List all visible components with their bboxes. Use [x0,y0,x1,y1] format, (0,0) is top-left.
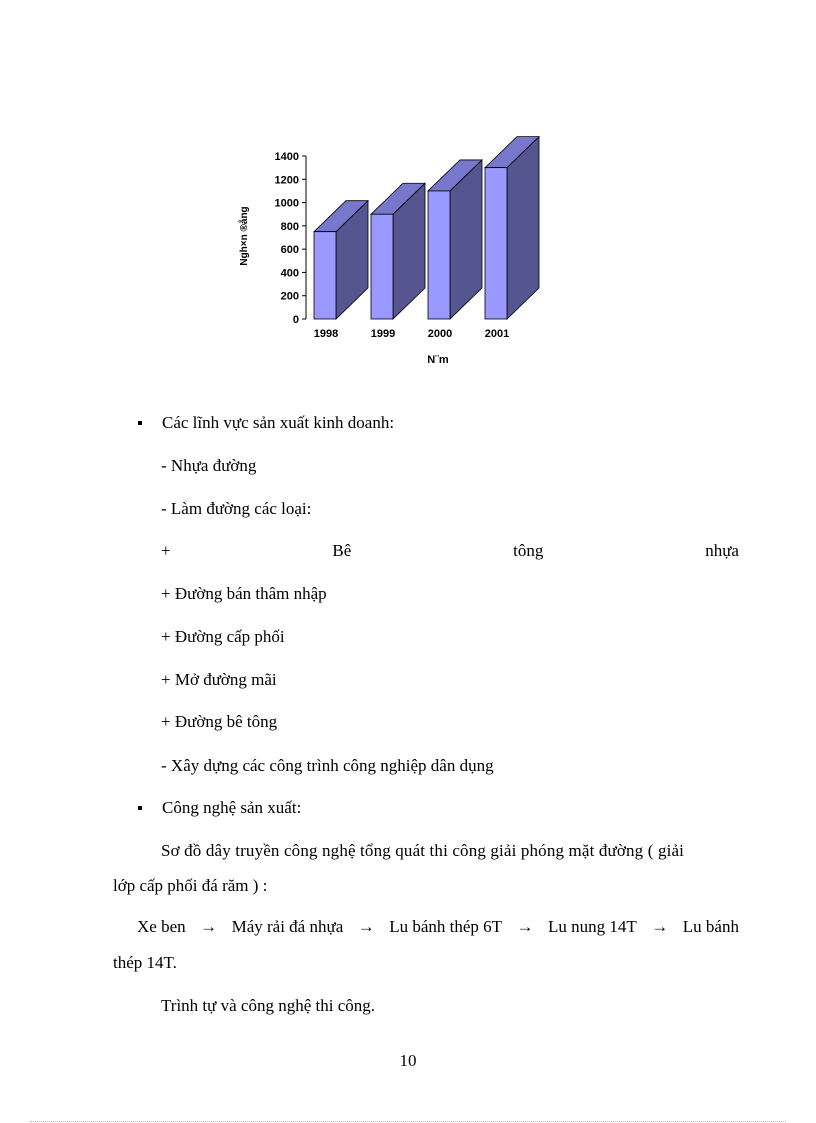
bar [314,232,336,319]
sub-item: + Đường bán thâm nhập [161,584,327,603]
word: Bê [332,541,352,560]
section-heading-technology: Công nghệ sản xuất: [162,798,302,817]
y-tick-label: 200 [280,290,299,303]
y-axis-label: Ngh×n ®ång [239,206,250,266]
chart-bars [314,137,539,319]
x-axis-label: N¨m [427,354,449,366]
page-number: 10 [399,1051,417,1070]
y-tick-label: 800 [280,220,299,233]
x-tick-label: 1998 [313,328,339,340]
flow-step: Lu nung 14T [548,917,637,936]
arrow-icon: → [516,917,534,936]
bullet-marker [138,421,142,425]
flow-step: Lu bánh [682,917,739,936]
bar [371,214,393,319]
arrow-icon: → [200,917,218,936]
y-tick-label: 400 [280,267,299,280]
paragraph-line [161,840,739,862]
chart-axes [302,156,306,319]
bar [428,191,450,319]
bullet-marker [138,806,142,810]
word: + [161,541,171,560]
list-item: - Nhựa đường [161,456,257,475]
process-flow [137,916,739,938]
sub-item: + Mở đường mãi [161,670,277,689]
list-item: - Xây dựng các công trình công nghiệp dân dụng [161,756,494,775]
paragraph-text: Sơ đồ dây truyền công nghệ tổng quát thi công giải phóng mặt đường ( giải [161,841,685,860]
bar [485,168,507,319]
y-tick-label: 1400 [274,151,299,163]
word: tông [513,541,544,560]
paragraph-line: lớp cấp phối đá răm ) : [113,876,268,895]
bar-chart [220,128,580,378]
x-tick-label: 2000 [427,328,453,340]
flow-step: Máy rải đá nhựa [231,917,344,936]
section-text: Trình tự và công nghệ thi công. [161,996,375,1015]
arrow-icon: → [651,917,669,936]
word: nhựa [705,541,739,560]
section-heading-business: Các lĩnh vực sản xuất kinh doanh: [162,413,395,432]
footer-divider [30,1121,786,1122]
y-tick-label: 1000 [274,197,299,210]
arrow-icon: → [357,917,375,936]
y-tick-label: 600 [280,244,299,257]
x-tick-label: 1999 [370,328,396,340]
sub-item: + Đường bê tông [161,712,278,731]
flow-step: Lu bánh thép 6T [389,917,503,936]
sub-item: + Đường cấp phối [161,627,285,646]
y-tick-label: 0 [292,314,299,326]
bar-side [507,137,539,319]
flow-step: Xe ben [137,917,186,936]
list-item: - Làm đường các loại: [161,499,312,518]
x-tick-label: 2001 [484,328,510,340]
justified-row [161,540,739,562]
process-flow-continued: thép 14T. [113,953,177,972]
y-tick-label: 1200 [274,174,299,187]
